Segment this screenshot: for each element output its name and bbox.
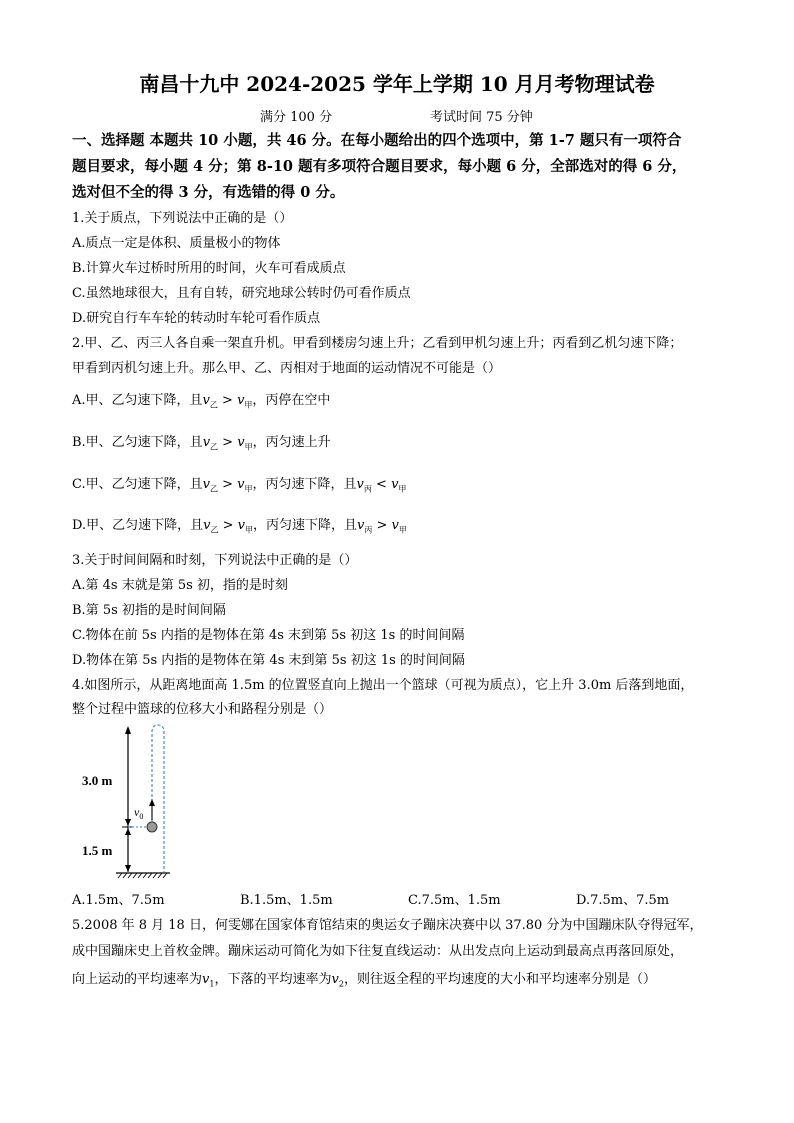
question-3-stem: 3.关于时间间隔和时刻，下列说法中正确的是（） [72, 553, 358, 568]
question-1-option-c: C.虽然地球很大，且有自转，研究地球公转时仍可看作质点 [72, 286, 411, 301]
label-3m: 3.0 m [82, 773, 113, 788]
section-instructions-line: 一、选择题 本题共 10 小题，共 46 分。在每小题给出的四个选项中，第 1-7 题只有一项符合 [72, 132, 682, 149]
question-1-option-b: B.计算火车过桥时所用的时间，火车可看成质点 [72, 261, 346, 276]
basketball-diagram [72, 722, 192, 882]
question-5-stem: 向上运动的平均速率为$v_1$，下落的平均速率为$v_2$，则往返全程的平均速度的大小和平均速率分别是（） [72, 972, 656, 989]
question-2-stem: 甲看到丙机匀速上升。那么甲、乙、丙相对于地面的运动情况不可能是（） [72, 361, 502, 376]
full-score: 满分 100 分 [260, 110, 333, 125]
basketball-icon [147, 822, 157, 832]
basketball-throw-figure [72, 722, 192, 882]
question-4-option-a: A.1.5m、7.5m [72, 893, 165, 908]
trajectory-path [152, 725, 164, 872]
label-1-5m: 1.5 m [82, 843, 113, 858]
question-2-option-d: D.甲、乙匀速下降，且$v_乙 > v_甲$，丙匀速下降，且$v_丙 > v_甲$ [72, 518, 407, 535]
question-4-stem: 整个过程中篮球的位移大小和路程分别是（） [72, 702, 333, 717]
section-instructions-line: 选对但不全的得 3 分，有选错的得 0 分。 [72, 184, 345, 201]
question-3-option-a: A.第 4s 末就是第 5s 初，指的是时刻 [72, 578, 288, 593]
question-4-option-d: D.7.5m、7.5m [576, 893, 670, 908]
arrow-head-icon [125, 819, 131, 826]
ground-hatching [118, 873, 167, 878]
exam-time: 考试时间 75 分钟 [430, 110, 533, 125]
question-4-option-c: C.7.5m、1.5m [408, 893, 501, 908]
question-4-option-b: B.1.5m、1.5m [240, 893, 333, 908]
question-4-stem: 4.如图所示，从距离地面高 1.5m 的位置竖直向上抛出一个篮球（可视为质点），它上升 3.0m 后落到地面， [72, 678, 694, 693]
question-2-stem: 2.甲、乙、丙三人各自乘一架直升机。甲看到楼房匀速上升；乙看到甲机匀速上升；丙看到乙机匀速下降； [72, 336, 683, 351]
section-instructions-line: 题目要求，每小题 4 分；第 8-10 题有多项符合题目要求，每小题 6 分，全部选对的得 6 分， [72, 158, 687, 175]
question-3-option-b: B.第 5s 初指的是时间间隔 [72, 603, 226, 618]
arrow-head-icon [125, 726, 131, 734]
question-2-option-a: A.甲、乙匀速下降，且$v_乙 > v_甲$，丙停在空中 [72, 393, 331, 410]
question-5-stem: 成中国蹦床史上首枚金牌。蹦床运动可简化为如下往复直线运动：从出发点向上运动到最高点再落回原处， [72, 944, 684, 959]
v0-label: $v_0$ [134, 805, 144, 821]
question-2-option-b: B.甲、乙匀速下降，且$v_乙 > v_甲$，丙匀速上升 [72, 435, 331, 452]
arrow-head-icon [125, 828, 131, 835]
question-1-option-d: D.研究自行车车轮的转动时车轮可看作质点 [72, 311, 321, 326]
question-5-stem: 5.2008 年 8 月 18 日，何雯娜在国家体育馆结束的奥运女子蹦床决赛中以 37.80 分为中国蹦床队夺得冠军， [72, 918, 703, 933]
question-2-option-c: C.甲、乙匀速下降，且$v_乙 > v_甲$，丙匀速下降，且$v_丙 < v_甲$ [72, 477, 407, 494]
arrow-head-icon [149, 799, 155, 806]
question-1-stem: 1.关于质点，下列说法中正确的是（） [72, 211, 293, 226]
question-3-option-d: D.物体在第 5s 内指的是物体在第 4s 末到第 5s 初这 1s 的时间间隔 [72, 653, 465, 668]
arrow-head-icon [125, 865, 131, 872]
question-1-option-a: A.质点一定是体积、质量极小的物体 [72, 236, 281, 251]
question-3-option-c: C.物体在前 5s 内指的是物体在第 4s 末到第 5s 初这 1s 的时间间隔 [72, 628, 465, 643]
page-title: 南昌十九中 2024-2025 学年上学期 10 月月考物理试卷 [139, 72, 655, 96]
